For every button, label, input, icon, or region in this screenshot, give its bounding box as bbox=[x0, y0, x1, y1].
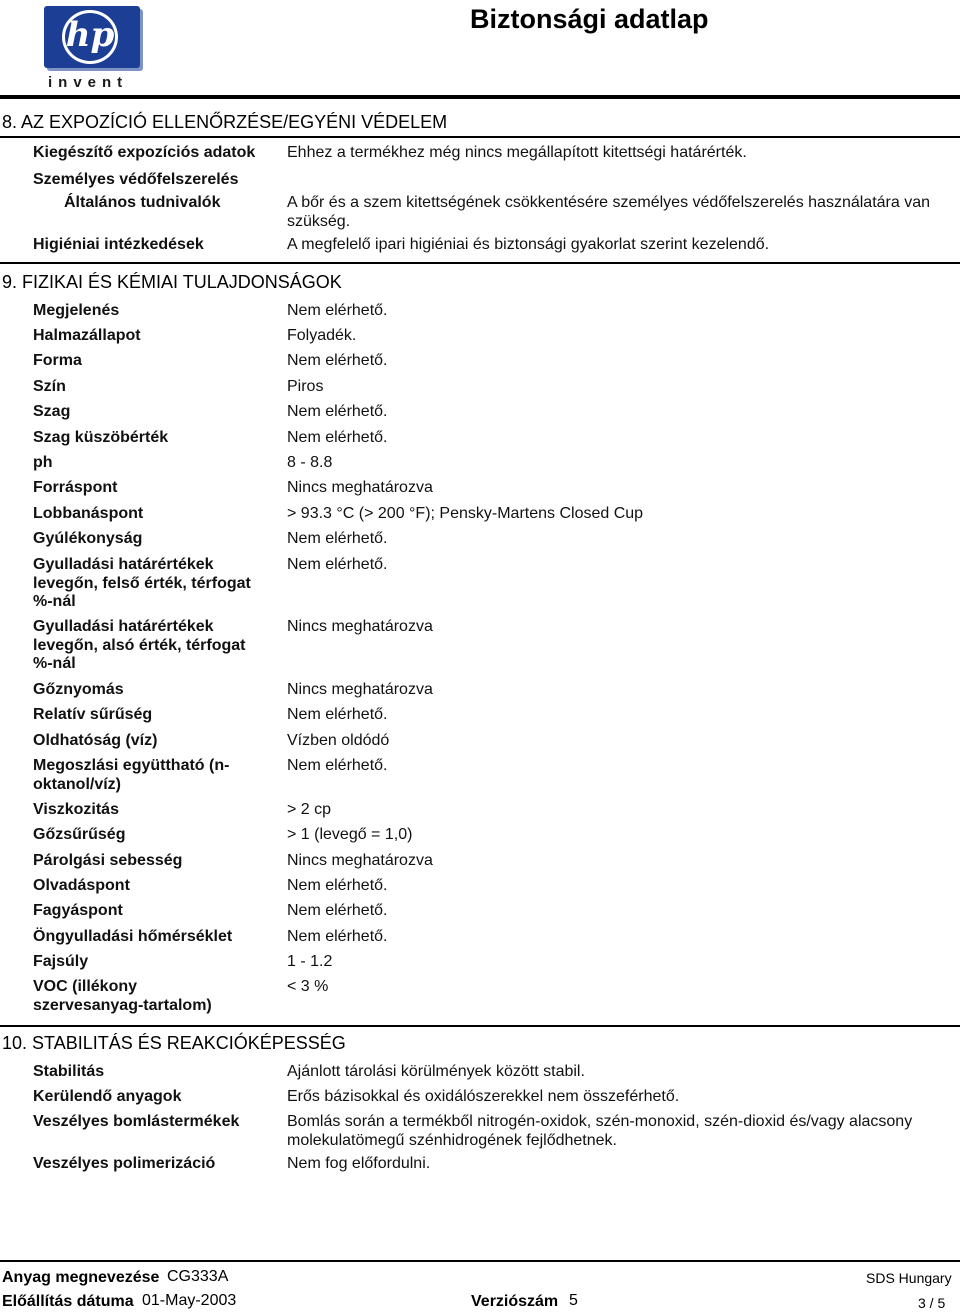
field-label: Halmazállapot bbox=[33, 327, 141, 344]
field-label: Megjelenés bbox=[33, 302, 120, 319]
field-value: Folyadék. bbox=[287, 327, 357, 344]
field-label: Öngyulladási hőmérséklet bbox=[33, 928, 233, 945]
section-8-rule bbox=[0, 136, 960, 138]
field-label: Oldhatóság (víz) bbox=[33, 732, 158, 749]
field-value: > 2 cp bbox=[287, 801, 332, 818]
product-name-label: Anyag megnevezése bbox=[2, 1269, 160, 1286]
field-value: Erős bázisokkal és oxidálószerekkel nem összeférhető. bbox=[287, 1088, 680, 1105]
field-value: Nem elérhető. bbox=[287, 352, 388, 369]
field-label: Olvadáspont bbox=[33, 877, 130, 894]
section-9-heading: 9. FIZIKAI ÉS KÉMIAI TULAJDONSÁGOK bbox=[2, 272, 342, 292]
section-9-top-rule bbox=[0, 262, 960, 264]
field-label: Fagyáspont bbox=[33, 902, 123, 919]
field-value: 1 - 1.2 bbox=[287, 953, 333, 970]
version-label: Verziószám bbox=[471, 1293, 559, 1310]
field-label: Lobbanáspont bbox=[33, 505, 144, 522]
section-8-heading: 8. AZ EXPOZÍCIÓ ELLENŐRZÉSE/EGYÉNI VÉDELEM bbox=[2, 112, 448, 132]
field-label: Párolgási sebesség bbox=[33, 852, 183, 869]
page-number: 3 / 5 bbox=[918, 1295, 946, 1311]
field-value: Nem elérhető. bbox=[287, 556, 388, 573]
field-label: Gőznyomás bbox=[33, 681, 124, 698]
field-label: Gyulladási határértékek levegőn, felső érték, térfogat %-nál bbox=[33, 556, 251, 610]
field-label: Viszkozitás bbox=[33, 801, 119, 818]
field-value: Nem elérhető. bbox=[287, 302, 388, 319]
field-value: < 3 % bbox=[287, 978, 329, 995]
field-label: Veszélyes bomlástermékek bbox=[33, 1113, 240, 1130]
field-value: Nem fog előfordulni. bbox=[287, 1155, 431, 1172]
field-label: ph bbox=[33, 454, 53, 471]
field-label: Higiéniai intézkedések bbox=[33, 236, 204, 253]
version-value: 5 bbox=[569, 1292, 578, 1309]
field-value: Nem elérhető. bbox=[287, 429, 388, 446]
field-label: Stabilitás bbox=[33, 1063, 105, 1080]
field-value: Nincs meghatározva bbox=[287, 681, 433, 698]
field-value: Nincs meghatározva bbox=[287, 852, 433, 869]
field-label: Szag küszöbérték bbox=[33, 429, 169, 446]
issue-date-label: Előállítás dátuma bbox=[2, 1293, 134, 1310]
field-value: Nincs meghatározva bbox=[287, 479, 433, 496]
field-value: Nem elérhető. bbox=[287, 757, 388, 774]
field-value: Nem elérhető. bbox=[287, 877, 388, 894]
hp-logo-box bbox=[44, 6, 140, 68]
field-label: Gyúlékonyság bbox=[33, 530, 143, 547]
field-value: Nem elérhető. bbox=[287, 706, 388, 723]
field-value: A bőr és a szem kitettségének csökkentésére személyes védőfelszerelés használatára van szükség. bbox=[287, 194, 930, 230]
field-label: Fajsúly bbox=[33, 953, 89, 970]
field-value: > 93.3 °C (> 200 °F); Pensky-Martens Closed Cup bbox=[287, 505, 644, 522]
field-label: Forma bbox=[33, 352, 82, 369]
field-label: Kiegészítő expozíciós adatok bbox=[33, 144, 256, 161]
footer-rule bbox=[0, 1260, 960, 1262]
field-value: Ehhez a termékhez még nincs megállapított kitettségi határérték. bbox=[287, 144, 747, 161]
field-label: Relatív sűrűség bbox=[33, 706, 153, 723]
issue-date-value: 01-May-2003 bbox=[142, 1292, 237, 1309]
hp-logo-text: hp bbox=[65, 15, 115, 55]
field-value: Vízben oldódó bbox=[287, 732, 390, 749]
field-label: VOC (illékony szervesanyag-tartalom) bbox=[33, 978, 212, 1014]
section-10-heading: 10. STABILITÁS ÉS REAKCIÓKÉPESSÉG bbox=[2, 1033, 346, 1053]
field-value: Bomlás során a termékből nitrogén-oxidok, szén-monoxid, szén-dioxid és/vagy alacsony molekulatömegű szénhidrogének fejlődhetnek. bbox=[287, 1113, 913, 1149]
field-label: Személyes védőfelszerelés bbox=[33, 171, 239, 188]
field-label: Veszélyes polimerizáció bbox=[33, 1155, 216, 1172]
field-label: Kerülendő anyagok bbox=[33, 1088, 182, 1105]
field-value: 8 - 8.8 bbox=[287, 454, 333, 471]
field-value: Nem elérhető. bbox=[287, 928, 388, 945]
field-value: Nincs meghatározva bbox=[287, 618, 433, 635]
field-value: Nem elérhető. bbox=[287, 902, 388, 919]
field-label: Gőzsűrűség bbox=[33, 826, 126, 843]
field-label: Megoszlási együttható (n-oktanol/víz) bbox=[33, 757, 230, 793]
field-value: Ajánlott tárolási körülmények között stabil. bbox=[287, 1063, 585, 1080]
sds-region: SDS Hungary bbox=[866, 1270, 952, 1286]
field-label: Gyulladási határértékek levegőn, alsó érték, térfogat %-nál bbox=[33, 618, 246, 672]
field-label: Általános tudnivalók bbox=[64, 194, 221, 211]
product-name-value: CG333A bbox=[167, 1268, 229, 1285]
field-label: Szag bbox=[33, 403, 71, 420]
field-label: Szín bbox=[33, 378, 66, 395]
logo-tagline: invent bbox=[48, 74, 129, 91]
field-value: Piros bbox=[287, 378, 324, 395]
field-value: A megfelelő ipari higiéniai és biztonsági gyakorlat szerint kezelendő. bbox=[287, 236, 770, 253]
hp-invent-logo bbox=[44, 6, 144, 90]
section-10-top-rule bbox=[0, 1025, 960, 1027]
document-title: Biztonsági adatlap bbox=[470, 4, 709, 34]
field-value: > 1 (levegő = 1,0) bbox=[287, 826, 413, 843]
field-label: Forráspont bbox=[33, 479, 118, 496]
field-value: Nem elérhető. bbox=[287, 403, 388, 420]
header-rule bbox=[0, 95, 960, 99]
field-value: Nem elérhető. bbox=[287, 530, 388, 547]
